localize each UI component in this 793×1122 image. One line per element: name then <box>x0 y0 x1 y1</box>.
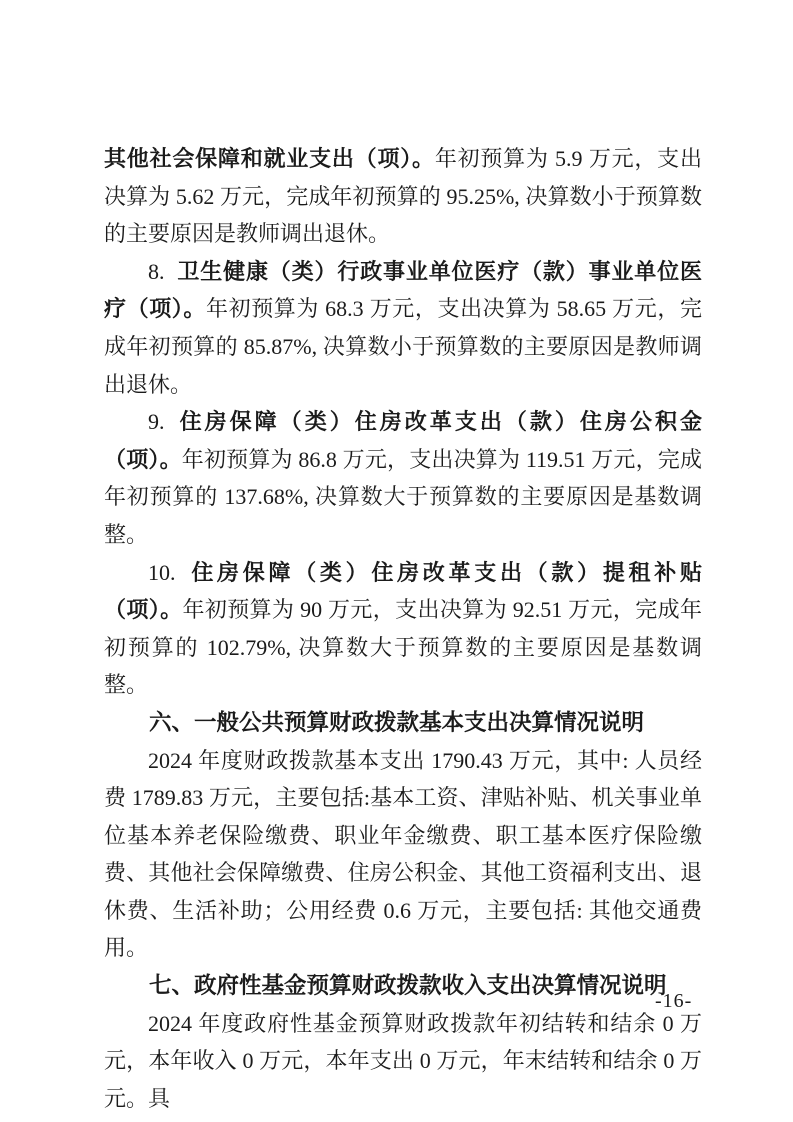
item-title: 其他社会保障和就业支出（项）。 <box>104 146 435 171</box>
paragraph-8-health-medical <box>104 253 702 403</box>
paragraph-9-housing-fund <box>104 403 702 553</box>
paragraph-text: 年初预算为 86.8 万元，支出决算为 119.51 万元，完成年初预算的 137.68%, 决算数大于预算数的主要原因是基数调整。 <box>104 446 702 547</box>
paragraph-text: 年初预算为 5.9 万元，支出决算为 5.62 万元，完成年初预算的 95.25%, 决算数小于预算数的主要原因是教师调出退休。 <box>104 146 702 247</box>
item-title: 住房保障（类）住房改革支出（款）提租补贴（项）。 <box>104 559 702 623</box>
paragraph-text: 2024 年度财政拨款基本支出 1790.43 万元，其中: 人员经费 1789.83 万元，主要包括:基本工资、津贴补贴、机关事业单位基本养老保险缴费、职业年金缴费、职工基本医疗保险缴费、其他社会保障缴费、住房公积金、其他工资福利支出、退休费、生活补助；公用经费 0.6 万元，主要包括: 其他交通费用。 <box>104 747 702 961</box>
paragraph-text: 年初预算为 68.3 万元，支出决算为 58.65 万元，完成年初预算的 85.87%, 决算数小于预算数的主要原因是教师调出退休。 <box>104 296 702 397</box>
paragraph-text: 年初预算为 90 万元，支出决算为 92.51 万元，完成年初预算的 102.79%, 决算数大于预算数的主要原因是基数调整。 <box>104 597 702 698</box>
section-heading-7: 七、政府性基金预算财政拨款收入支出决算情况说明 <box>149 973 667 999</box>
item-number: 10. <box>148 559 176 585</box>
item-number: 9. <box>148 409 165 435</box>
document-page <box>104 140 702 1117</box>
paragraph-basic-expenditure <box>104 742 702 968</box>
item-number: 8. <box>148 258 165 284</box>
page-number: -16- <box>655 990 693 1012</box>
item-title: 住房保障（类）住房改革支出（款）住房公积金（项）。 <box>104 409 702 472</box>
section-heading-6: 六、一般公共预算财政拨款基本支出决算情况说明 <box>149 709 645 735</box>
paragraph-10-rent-subsidy <box>104 554 702 704</box>
paragraph-gov-fund <box>104 1005 702 1118</box>
item-title: 卫生健康（类）行政事业单位医疗（款）事业单位医疗（项）。 <box>104 258 702 322</box>
paragraph-other-social-security <box>104 140 702 253</box>
paragraph-text: 2024 年度政府性基金预算财政拨款年初结转和结余 0 万元，本年收入 0 万元，本年支出 0 万元，年末结转和结余 0 万元。具 <box>104 1010 702 1111</box>
